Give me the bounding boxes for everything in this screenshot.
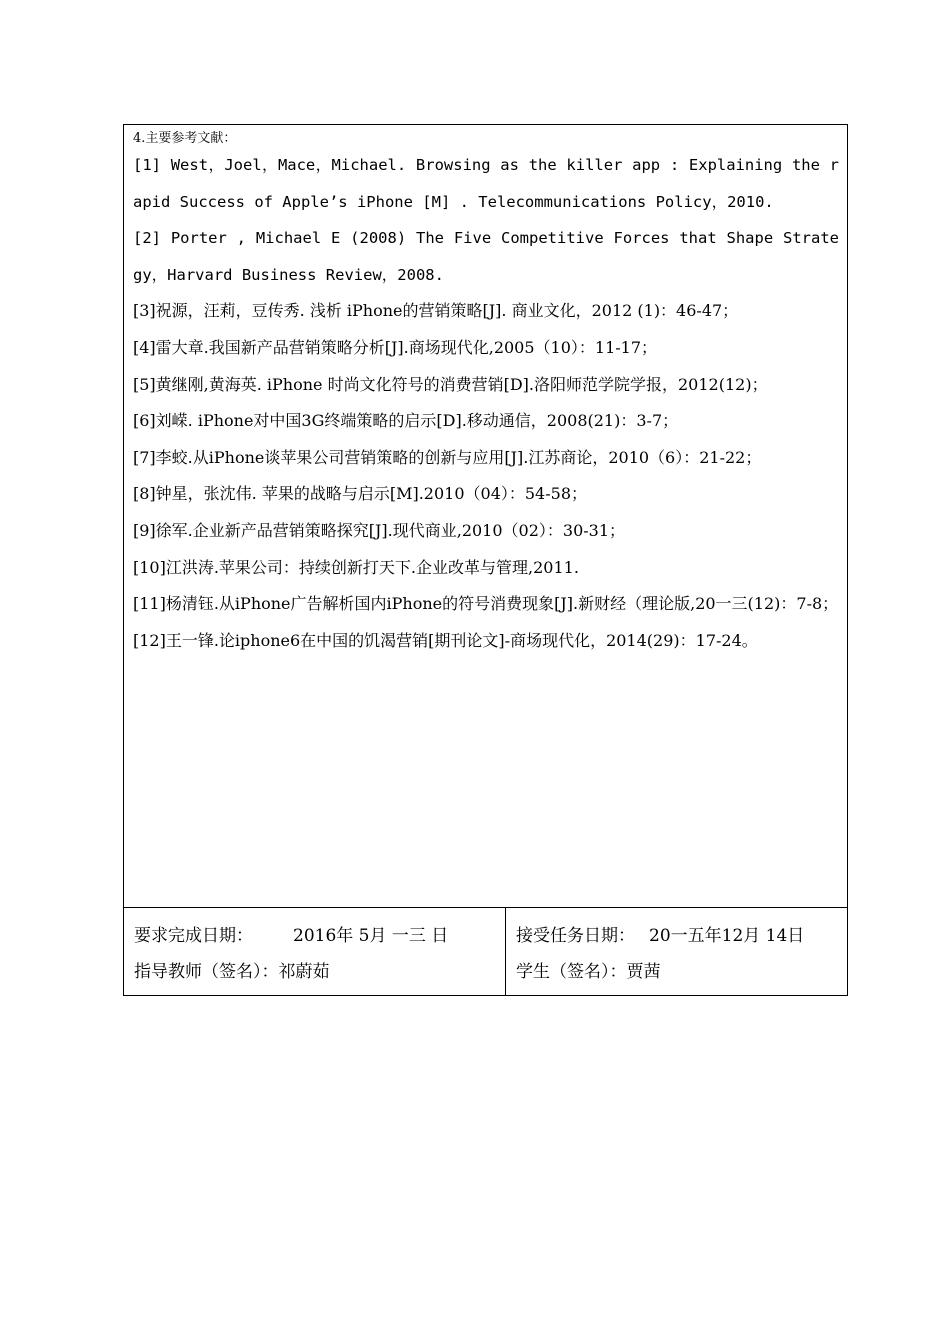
student-signoff-cell [506,908,848,996]
student-signature-line [516,954,839,990]
reference-item: [11]杨清钰.从iPhone广告解析国内iPhone的符号消费现象[J].新财经（理论版,20一三(12)：7-8； [133,594,839,614]
assignment-form-table [123,124,848,996]
reference-item: [6]刘嵘. iPhone对中国3G终端策略的启示[D].移动通信，2008(21)：3-7； [133,411,679,431]
reference-item: [1] West，Joel，Mace，Michael. Browsing as the killer app : Explaining the rapid Success of Apple’s iPhone [M] . Telecommunications Policy，2010. [133,156,839,211]
accept-date-value: 20一五年12月 14日 [649,926,805,946]
student-name: 贾茜 [626,962,661,982]
teacher-signature-line [134,954,497,990]
reference-item: [10]江洪涛.苹果公司：持续创新打天下.企业改革与管理,2011. [133,557,579,577]
references-heading: 4.主要参考文献： [133,131,237,146]
due-date-value: 2016年 5月 一三 日 [293,926,449,946]
reference-item: [8]钟星，张沈伟. 苹果的战略与启示[M].2010（04）：54-58； [133,484,587,504]
reference-item: [12]王一锋.论iphone6在中国的饥渴营销[期刊论文]-商场现代化，2014(29)：17-24。 [133,630,758,650]
references-cell [124,125,848,908]
signoff-row [124,908,848,996]
reference-item: [9]徐军.企业新产品营销策略探究[J].现代商业,2010（02）：30-31； [133,520,626,540]
teacher-name: 祁蔚茹 [278,962,330,982]
reference-item: [7]李蛟.从iPhone谈苹果公司营销策略的创新与应用[J].江苏商论，2010（6）：21-22； [133,447,762,467]
teacher-signoff-cell [124,908,506,996]
accept-date-label: 接受任务日期： [516,926,635,946]
teacher-signature-label: 指导教师（签名）： [134,962,279,982]
due-date-label: 要求完成日期： [134,926,253,946]
reference-item: [2] Porter , Michael E (2008) The Five Competitive Forces that Shape Strategy，Harvard Business Review，2008. [133,229,839,284]
accept-date-line [516,918,839,954]
due-date-line [134,918,497,954]
reference-item: [5]黄继刚,黄海英. iPhone 时尚文化符号的消费营销[D].洛阳师范学院学报，2012(12)； [133,374,768,394]
references-row [124,125,848,908]
reference-item: [4]雷大章.我国新产品营销策略分析[J].商场现代化,2005（10）：11-17； [133,337,658,357]
student-signature-label: 学生（签名）： [516,962,627,982]
reference-item: [3]祝源，汪莉，豆传秀. 浅析 iPhone的营销策略[J]. 商业文化，2012 (1)：46-47； [133,301,739,321]
